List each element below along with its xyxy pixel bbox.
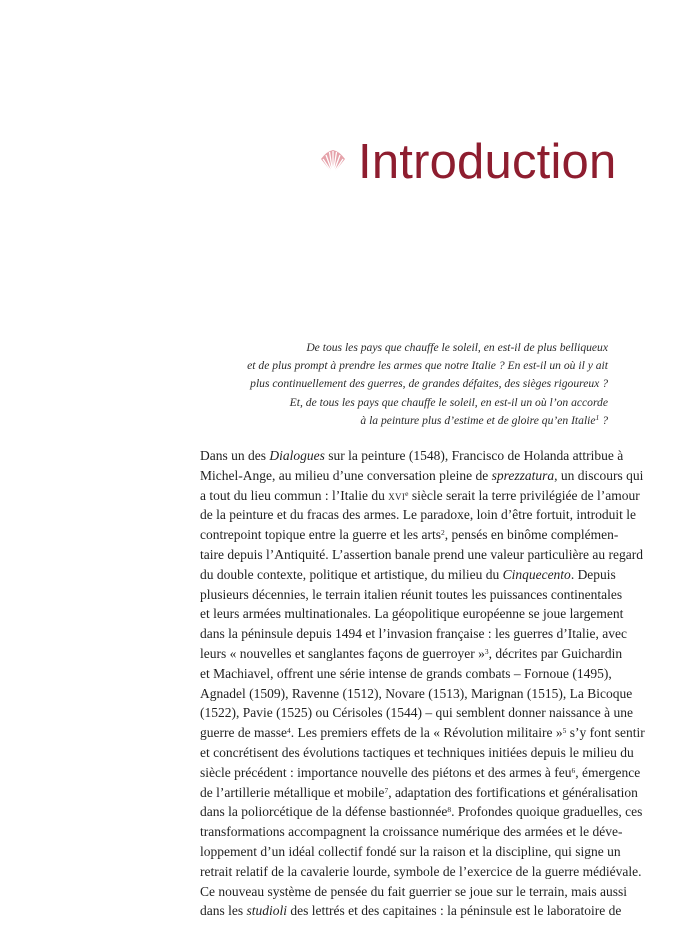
epigraph-text: à la peinture plus d’estime et de gloire qu’en Italie — [360, 413, 596, 427]
italic-term: Cinquecento — [502, 566, 571, 582]
footnote-ref[interactable]: 2 — [441, 528, 445, 538]
text-span: des lettrés et des capitaines : la péninsule est le laboratoire de — [287, 903, 622, 919]
shell-ornament-icon — [318, 147, 348, 177]
text-line — [200, 763, 641, 783]
text-line — [200, 565, 616, 585]
text-span: . Depuis — [570, 566, 616, 582]
chapter-heading — [318, 132, 616, 192]
ordinal-sup: e — [405, 488, 409, 498]
epigraph-line — [247, 412, 608, 430]
epigraph-line: De tous les pays que chauffe le soleil, en est-il de plus belliqueux — [306, 341, 608, 354]
text-line: (1522), Pavie (1525) ou Cérisoles (1544) – qui semblent donner naissance à une — [200, 705, 634, 721]
text-line: loppement d’un idéal collectif fondé sur la raison et la discipline, qui signe un — [200, 843, 621, 859]
text-span: sur la peinture (1548), Francisco de Holanda attribue à — [324, 448, 624, 463]
text-line: et Machiavel, offrent une série intense de grands combats – Fornoue (1495), — [200, 665, 612, 681]
footnote-ref[interactable]: 8 — [447, 805, 452, 815]
italic-title: Dialogues — [269, 448, 325, 463]
text-line — [200, 901, 622, 921]
italic-term: studioli — [246, 903, 288, 919]
text-span: guerre de masse — [200, 725, 287, 741]
text-line — [200, 644, 623, 664]
text-span: Michel-Ange, au milieu d’une conversation pleine de — [200, 467, 492, 483]
body-text — [200, 446, 645, 921]
footnote-ref[interactable]: 6 — [571, 765, 576, 775]
text-span: s’y font sentir — [566, 725, 645, 741]
roman-numeral: xvi — [388, 487, 406, 503]
text-line: Ce nouveau système de pensée du fait guerrier se joue sur le terrain, mais aussi — [200, 883, 627, 899]
text-span: contrepoint topique entre la guerre et les arts — [200, 527, 442, 543]
text-span: , décrites par Guichardin — [488, 645, 623, 661]
text-span: du double contexte, politique et artistique, du milieu du — [200, 566, 503, 582]
text-line — [200, 783, 638, 803]
text-span: . Profondes quoique graduelles, ces — [451, 804, 643, 820]
text-span: a tout du lieu commun : l’Italie du — [200, 487, 389, 503]
text-line — [200, 723, 645, 743]
epigraph — [247, 339, 608, 430]
text-line: et leurs armées multinationales. La géopolitique européenne se joue largement — [200, 606, 624, 622]
text-span: dans les — [200, 903, 247, 919]
text-line — [200, 466, 644, 486]
text-span: , adaptation des fortifications et généralisation — [388, 784, 638, 800]
text-line — [200, 486, 640, 506]
text-line: Agnadel (1509), Ravenne (1512), Novare (1513), Marignan (1515), La Bicoque — [200, 685, 633, 701]
text-span: , un discours qui — [554, 467, 644, 483]
text-span: , émergence — [575, 764, 641, 780]
epigraph-line: Et, de tous les pays que chauffe le soleil, en est-il un où l’on accorde — [289, 395, 608, 409]
text-span: de l’artillerie métallique et mobile — [200, 784, 385, 800]
text-span: siècle précédent : importance nouvelle des piétons et des armes à feu — [200, 764, 572, 780]
page-title: Introduction — [358, 135, 617, 189]
text-line — [200, 525, 619, 545]
text-line — [200, 802, 643, 822]
footnote-ref[interactable]: 4 — [286, 726, 291, 736]
footnote-ref[interactable]: 3 — [484, 646, 489, 656]
text-span: dans la poliorcétique de la défense bastionnée — [200, 804, 448, 820]
text-line: de la peinture et du fracas des armes. Le paradoxe, loin d’être fortuit, introduit le — [200, 507, 636, 523]
text-line: plusieurs décennies, le terrain italien réunit toutes les puissances continentales — [200, 586, 623, 602]
text-line: et concrétisent des évolutions tactiques et techniques initiées depuis le milieu du — [200, 744, 634, 760]
text-line: taire depuis l’Antiquité. L’assertion banale prend une valeur particulière au regard — [200, 546, 643, 562]
footnote-ref[interactable]: 5 — [562, 726, 567, 736]
text-line — [200, 446, 624, 466]
text-span: leurs « nouvelles et sanglantes façons de guerroyer » — [200, 645, 485, 661]
epigraph-line: et de plus prompt à prendre les armes que notre Italie ? En est-il un où il y ait — [247, 359, 608, 373]
epigraph-text: ? — [599, 413, 608, 427]
italic-term: sprezzatura — [491, 467, 555, 483]
text-line: transformations accompagnent la croissance numérique des armées et le déve- — [200, 824, 623, 840]
text-span: Dans un des — [200, 448, 270, 463]
text-span: siècle serait la terre privilégiée de l’amour — [408, 487, 640, 503]
footnote-ref[interactable]: 7 — [384, 785, 389, 795]
footnote-ref[interactable]: 1 — [595, 412, 600, 422]
text-line: dans la péninsule depuis 1494 et l’invasion française : les guerres d’Italie, avec — [200, 626, 627, 642]
text-span: , pensés en binôme complémen- — [444, 527, 619, 543]
text-line: retrait relatif de la cavalerie lourde, symbole de l’exercice de la guerre médiévale. — [200, 863, 642, 879]
text-span: . Les premiers effets de la « Révolution militaire » — [290, 725, 563, 741]
epigraph-line: plus continuellement des guerres, de grandes défaites, des sièges rigoureux ? — [250, 377, 608, 391]
